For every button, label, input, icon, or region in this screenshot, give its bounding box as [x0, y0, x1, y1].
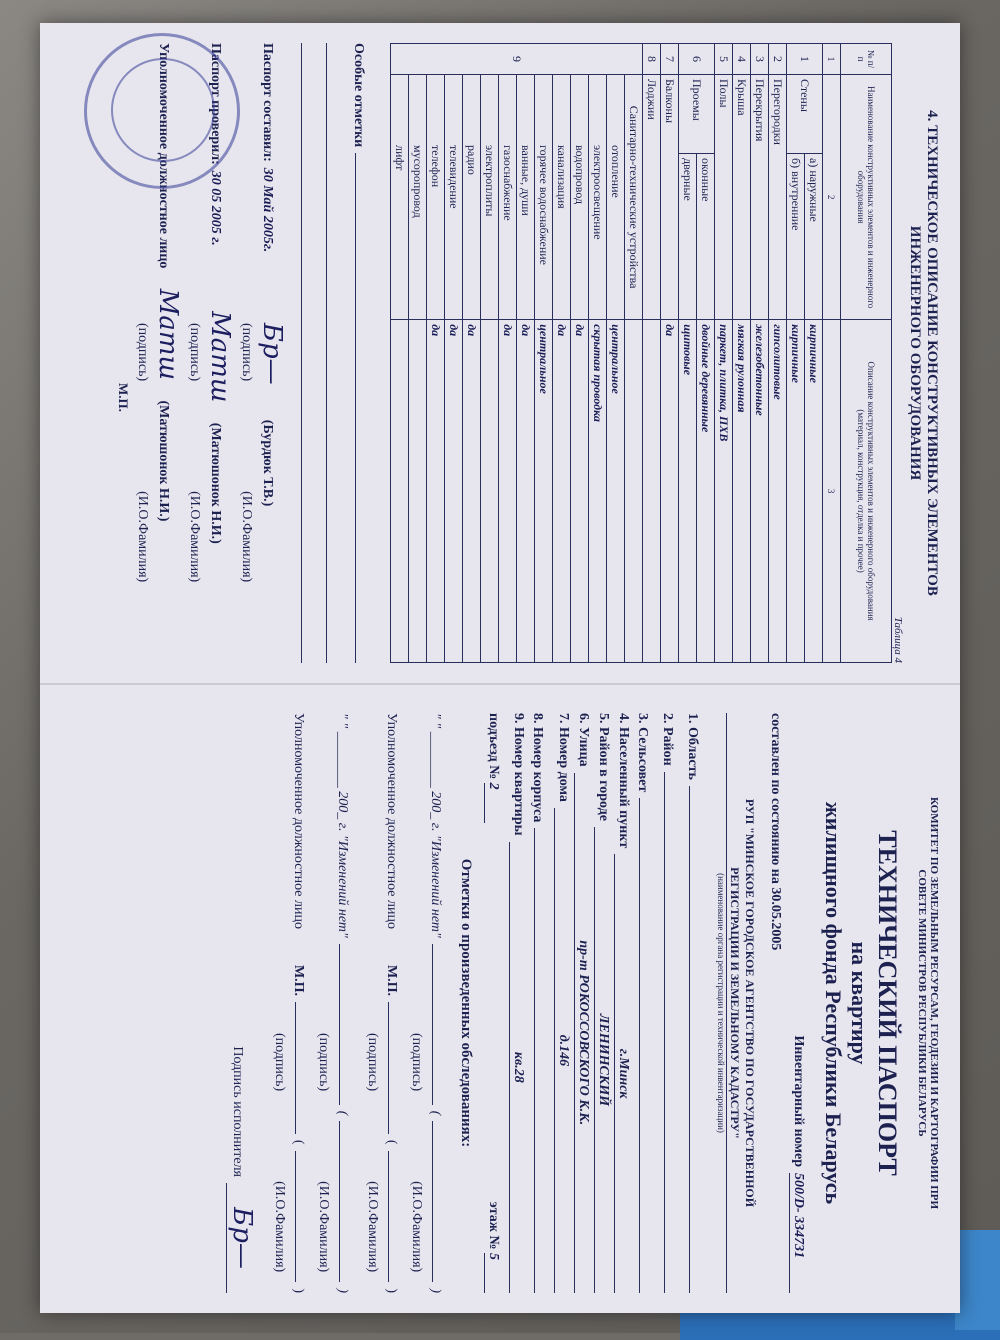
inventory-value: 500/D- 334731	[789, 1173, 806, 1293]
caption-fio: (И.О.Фамилия)	[187, 491, 202, 583]
header-desc-main: Описание конструктивных элементов и инженерного оборудования	[866, 361, 876, 621]
blank-line	[326, 43, 347, 663]
row-no: 9	[391, 44, 643, 75]
executor-label: Подпись исполнителя	[230, 1046, 245, 1177]
row-sub: горячее водоснабжение	[535, 75, 553, 320]
table-row	[589, 44, 607, 663]
field-label: 2. Район	[660, 713, 675, 766]
checked-date: 30 05 2005 г.	[208, 170, 223, 246]
captions	[271, 713, 287, 1293]
row-value: центральное	[607, 320, 625, 663]
address-field	[554, 713, 571, 1293]
field-label: 8. Номер корпуса	[530, 713, 545, 823]
special-marks-label: Особые отметки	[351, 43, 366, 148]
checked-label: Паспорт проверил:	[208, 43, 223, 165]
field-label: 7. Номер дома	[556, 713, 571, 802]
row-sub: телевидение	[445, 75, 463, 320]
row-sub: газоснабжение	[499, 75, 517, 320]
caption-sign: (подпись)	[365, 1033, 380, 1092]
caption-sign: (подпись)	[187, 323, 202, 382]
floor-value: 5	[484, 1253, 501, 1293]
authorized-sign-line	[295, 1002, 312, 1134]
authorized-name: (Матюшонок Н.И.)	[156, 400, 171, 522]
agency-line1: РУП "МИНСКОЕ ГОРОДСКОЕ АГЕНТСТВО ПО ГОСУДАРСТВЕННОЙ	[743, 798, 757, 1208]
row-no: 6	[679, 44, 715, 75]
col-num: 2	[823, 75, 841, 320]
row-sub: канализация	[553, 75, 571, 320]
table-row	[805, 44, 823, 663]
row-name: Балконы	[661, 75, 679, 320]
table-row	[733, 44, 751, 663]
field-value	[639, 798, 656, 1293]
entrance	[484, 713, 501, 823]
field-value: кв.28	[509, 842, 526, 1293]
page-fold	[40, 683, 960, 685]
table-row	[553, 44, 571, 663]
column-numbers	[823, 44, 841, 663]
survey-line	[427, 713, 449, 1293]
row-value: железобетонные	[751, 320, 769, 663]
passport-title: ТЕХНИЧЕСКИЙ ПАСПОРТ	[873, 830, 902, 1176]
seal-place: М.П.	[384, 964, 399, 997]
state-date: составлен по состоянию на 30.05.2005	[768, 713, 783, 951]
address-field	[594, 713, 611, 1293]
paren-close: )	[291, 1288, 306, 1293]
table-row	[517, 44, 535, 663]
header-desc	[841, 320, 892, 663]
field-value	[534, 828, 551, 1293]
caption-sign: (подпись)	[239, 323, 254, 382]
captions	[364, 713, 380, 1293]
compiled-row	[257, 43, 287, 663]
row-sub: электроосвещение	[589, 75, 607, 320]
row-no: 5	[715, 44, 733, 75]
paren-open: (	[335, 1110, 350, 1116]
field-label: 6. Улица	[576, 713, 591, 767]
row-value: паркет, плитка, ПХВ	[715, 320, 733, 663]
row-sub: электроплиты	[481, 75, 499, 320]
captions	[408, 713, 424, 1293]
authorized-row	[290, 713, 312, 1293]
row-sub: телефон	[427, 75, 445, 320]
field-value: г.Минск	[614, 854, 631, 1293]
field-label: 1. Область	[685, 713, 700, 780]
col-num: 1	[823, 44, 841, 75]
caption-fio: (И.О.Фамилия)	[239, 491, 254, 583]
paren-close: )	[428, 1288, 443, 1294]
checked-signature: Матш	[205, 311, 235, 403]
empty-cell	[625, 320, 643, 663]
row-name: Перегородки	[769, 75, 787, 320]
row-sub: радио	[463, 75, 481, 320]
row-value: да	[553, 320, 571, 663]
field-value: пр-т РОКОССОВСКОГО К.К.	[574, 773, 591, 1293]
entrance-floor-row	[484, 713, 501, 1293]
passport-subtitle: на квартиру	[847, 941, 872, 1065]
authorized-name-line	[388, 1151, 405, 1283]
address-field	[684, 713, 706, 1293]
table-header	[841, 44, 892, 663]
address-field	[509, 713, 526, 1293]
committee-line2: СОВЕТЕ МИНИСТРОВ РЕСПУБЛИКИ БЕЛАРУСЬ	[916, 869, 928, 1137]
caption-sign: (подпись)	[272, 1033, 287, 1092]
paren-close: )	[384, 1288, 399, 1293]
compiled-name: (Бурдюк Т.В.)	[260, 419, 275, 507]
row-name: Перекрытия	[751, 75, 769, 320]
address-fields	[509, 713, 706, 1293]
survey-sign-line	[339, 944, 356, 1105]
section-title: 4. ТЕХНИЧЕСКОЕ ОПИСАНИЕ КОНСТРУКТИВНЫХ ЭЛЕМЕНТОВ	[924, 110, 940, 596]
row-value: центральное	[535, 320, 553, 663]
row-value	[481, 320, 499, 663]
paren-open: (	[428, 1110, 443, 1116]
field-label: 3. Сельсовет	[635, 713, 650, 793]
row-sub: лифт	[391, 75, 409, 320]
checked-name: (Матюшонок Н.И.)	[208, 422, 223, 544]
technical-passport-sheet	[40, 23, 960, 1313]
row-value: скрытая проводка	[589, 320, 607, 663]
row-value: да	[517, 320, 535, 663]
row-value: щитовые	[679, 320, 697, 663]
row-value: да	[499, 320, 517, 663]
agency-line2: РЕГИСТРАЦИИ И ЗЕМЕЛЬНОМУ КАДАСТРУ"	[726, 713, 742, 1293]
table-row	[499, 44, 517, 663]
table-row	[409, 44, 427, 663]
field-value: д.146	[554, 808, 571, 1293]
survey-marks-title: Отметки о произведенных обследованиях:	[458, 858, 474, 1148]
row-sub: отопление	[607, 75, 625, 320]
authorized-signature: Матш	[153, 288, 183, 381]
row-value: мягкая рулонная	[733, 320, 751, 663]
row-value: да	[445, 320, 463, 663]
table-row	[643, 44, 661, 663]
row-sub: оконные	[697, 154, 715, 320]
row-sub: водопровод	[571, 75, 589, 320]
survey-text: " " ________ 200_ г. "Изменений нет"	[428, 713, 443, 938]
special-marks-line	[355, 153, 372, 663]
sanitary-group-title: Санитарно-технические устройства	[625, 75, 643, 320]
table-row	[571, 44, 589, 663]
row-name: Полы	[715, 75, 733, 320]
row-value: кирпичные	[787, 320, 805, 663]
table-number: Таблица 4	[892, 616, 904, 663]
table-row	[481, 44, 499, 663]
table-row	[661, 44, 679, 663]
compiled-date: 30 Май 2005г.	[260, 167, 275, 253]
row-value	[409, 320, 427, 663]
paren-open: (	[384, 1139, 399, 1145]
table-row	[769, 44, 787, 663]
paren-close: )	[335, 1288, 350, 1294]
floor	[484, 1202, 501, 1293]
authorized-label: Уполномоченное должностное лицо	[291, 713, 306, 929]
row-value	[391, 320, 409, 663]
section-title-line2: ИНЖЕНЕРНОГО ОБОРУДОВАНИЯ	[907, 225, 923, 481]
row-value: да	[427, 320, 445, 663]
header-desc-sub: (материал, конструкция, отделка и прочее)	[856, 409, 866, 573]
survey-line	[334, 713, 356, 1293]
seal-place: М.П.	[291, 964, 306, 997]
survey-sign-line	[432, 944, 449, 1105]
row-value: да	[571, 320, 589, 663]
authorized-label: Уполномоченное должностное лицо	[384, 713, 399, 929]
address-field	[529, 713, 551, 1293]
caption-sign: (подпись)	[316, 1033, 331, 1092]
executor-row	[226, 713, 257, 1293]
table-row	[535, 44, 553, 663]
table-row	[427, 44, 445, 663]
field-label: 9. Номер квартиры	[511, 713, 526, 836]
row-sub: ванные, души	[517, 75, 535, 320]
address-field	[659, 713, 681, 1293]
captions	[315, 713, 331, 1293]
authorized-label: Уполномоченное должностное лицо	[156, 43, 171, 269]
inventory-row	[789, 713, 806, 1293]
table-row	[391, 44, 409, 663]
field-value: ЛЕНИНСКИЙ	[594, 827, 611, 1293]
row-no: 1	[787, 44, 823, 75]
right-page	[60, 713, 940, 1293]
table-row	[445, 44, 463, 663]
row-no: 3	[751, 44, 769, 75]
row-no: 7	[661, 44, 679, 75]
row-no: 8	[643, 44, 661, 75]
caption-fio: (И.О.Фамилия)	[272, 1181, 287, 1273]
entrance-label: подъезд №	[486, 713, 501, 780]
special-marks	[350, 43, 372, 663]
row-no: 2	[769, 44, 787, 75]
entrance-value: 2	[484, 783, 501, 823]
caption-sign: (подпись)	[409, 1033, 424, 1092]
authorized-name-line	[295, 1151, 312, 1283]
survey-name-line	[339, 1121, 356, 1282]
field-value	[689, 786, 706, 1293]
compiled-signature: Бр—	[257, 322, 287, 385]
authorized-row	[383, 713, 405, 1293]
row-sub: дверные	[679, 154, 697, 320]
header-no: № п/п	[841, 44, 892, 75]
address-field	[614, 713, 631, 1293]
caption-fio: (И.О.Фамилия)	[409, 1181, 424, 1273]
field-label: 5. Район в городе	[596, 713, 611, 821]
left-page	[60, 43, 940, 663]
row-sub: мусоропровод	[409, 75, 427, 320]
round-stamp-inner	[111, 58, 215, 162]
table-row	[697, 44, 715, 663]
seal-place: М.П.	[116, 383, 131, 412]
floor-label: этаж №	[486, 1201, 501, 1250]
row-name: Стены	[787, 75, 823, 154]
caption-fio: (И.О.Фамилия)	[365, 1181, 380, 1273]
address-field	[634, 713, 656, 1293]
address-field	[574, 713, 591, 1293]
passport-subtitle2: жилищного фонда Республики Беларусь	[821, 801, 846, 1205]
field-label: 4. Населенный пункт	[616, 713, 631, 849]
row-value	[643, 320, 661, 663]
table-row	[625, 44, 643, 663]
row-sub: а) наружные	[805, 154, 823, 320]
captions	[238, 43, 254, 663]
table-row	[751, 44, 769, 663]
caption-fio: (И.О.Фамилия)	[316, 1181, 331, 1273]
col-num: 3	[823, 320, 841, 663]
caption-fio: (И.О.Фамилия)	[135, 491, 150, 583]
inventory-label: Инвентарный номер	[791, 1035, 806, 1167]
row-name: Крыша	[733, 75, 751, 320]
table-row	[715, 44, 733, 663]
executor-signature: Бр—	[226, 1183, 257, 1293]
agency-caption: (наименование органа регистрации и технической инвентаризации)	[716, 873, 726, 1133]
blank-line	[301, 43, 322, 663]
survey-name-line	[432, 1121, 449, 1282]
row-value: да	[463, 320, 481, 663]
row-no: 4	[733, 44, 751, 75]
paren-open: (	[291, 1139, 306, 1145]
field-value	[664, 772, 681, 1293]
row-name: Лоджии	[643, 75, 661, 320]
row-sub: б) внутренние	[787, 154, 805, 320]
row-value: двойные деревянные	[697, 320, 715, 663]
table-row	[607, 44, 625, 663]
row-name: Проемы	[679, 75, 715, 154]
table-row	[463, 44, 481, 663]
caption-sign: (подпись)	[135, 323, 150, 382]
header-name: Наименование конструктивных элементов и инженерного оборудования	[841, 75, 892, 320]
survey-text: " " ________ 200_ г. "Изменений нет"	[335, 713, 350, 938]
construction-table	[390, 43, 892, 663]
committee-line1: КОМИТЕТ ПО ЗЕМЕЛЬНЫМ РЕСУРСАМ, ГЕОДЕЗИИ И КАРТОГРАФИИ ПРИ	[928, 796, 940, 1210]
row-value: гипсолитовые	[769, 320, 787, 663]
compiled-label: Паспорт составил:	[260, 43, 275, 162]
authorized-sign-line	[388, 1002, 405, 1134]
row-value: да	[661, 320, 679, 663]
row-value: кирпичные	[805, 320, 823, 663]
